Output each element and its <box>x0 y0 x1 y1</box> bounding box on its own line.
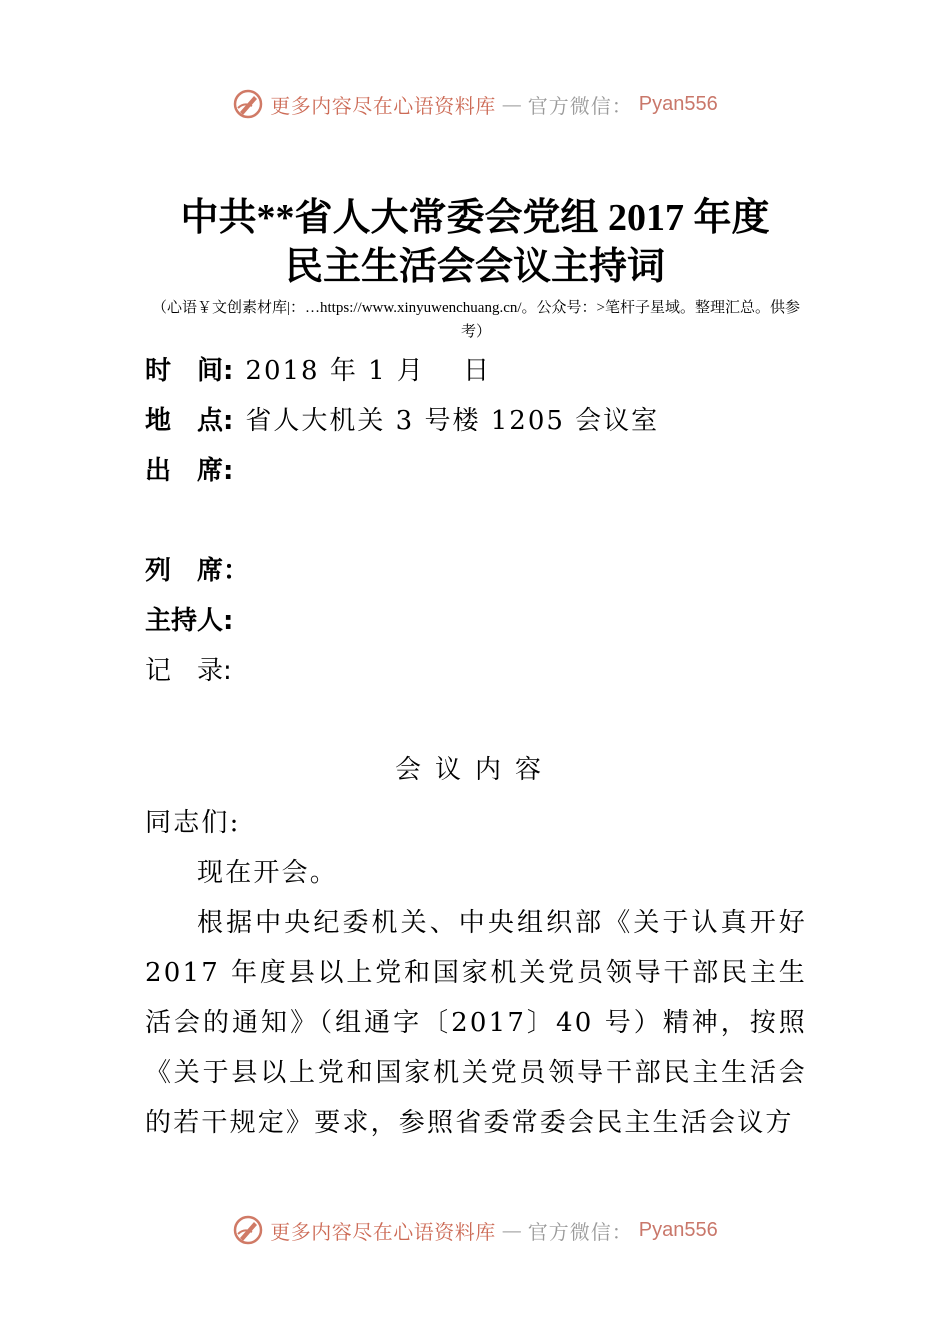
source-note: （心语￥文创素材库|：…https://www.xinyuwenchuang.cn/。公众号：>笔杆子星域。整理汇总。供参考） <box>152 300 800 340</box>
banner-wechat-label: 官方微信： <box>527 93 633 118</box>
banner-text: 更多内容尽在心语资料库 <box>270 1219 496 1244</box>
document-title-line1: 中共**省人大常委会党组 2017 年度 <box>180 197 770 239</box>
banner-content <box>232 1214 717 1246</box>
attend-label: 出 席: <box>145 456 234 486</box>
field-host <box>145 601 233 641</box>
place-label: 地 点: <box>145 406 234 436</box>
banner-text: 更多内容尽在心语资料库 <box>270 93 496 118</box>
field-record <box>145 651 232 691</box>
paragraph-2: 根据中央纪委机关、中央组织部《关于认真开好 2017 年度县以上党和国家机关党员领导干部民主生活会的通知》（组通字〔2017〕40 号）精神，按照《关于县以上党和国家机关党员领导干部民主生活会的若干规定》要求，参照省委常委会民主生活会议方 <box>145 908 807 1138</box>
banner-dash: — <box>501 92 522 116</box>
record-label: 记 录: <box>145 656 232 686</box>
banner-dash: — <box>501 1218 522 1242</box>
field-attend <box>145 451 233 491</box>
field-place <box>145 401 659 441</box>
pen-logo-icon <box>232 88 264 120</box>
observe-label: 列 席： <box>145 556 250 586</box>
header-watermark-banner <box>0 82 950 126</box>
field-time <box>145 351 491 391</box>
host-label: 主持人: <box>145 606 234 636</box>
place-value: 省人大机关 3 号楼 1205 会议室 <box>245 406 660 436</box>
greeting: 同志们: <box>145 808 241 838</box>
paragraph-1: 现在开会。 <box>197 858 339 888</box>
banner-wechat-id: Pyan556 <box>638 1218 718 1241</box>
banner-wechat-id: Pyan556 <box>638 92 718 115</box>
section-title: 会议内容 <box>394 755 555 785</box>
document-title-line2: 民主生活会会议主持词 <box>284 246 665 288</box>
pen-logo-icon <box>232 1214 264 1246</box>
field-observe <box>145 551 249 591</box>
banner-wechat-label: 官方微信： <box>527 1219 633 1244</box>
banner-content <box>232 88 717 120</box>
time-value: 2018 年 1 月 日 <box>245 356 492 386</box>
time-label: 时 间: <box>145 356 234 386</box>
footer-watermark-banner <box>0 1208 950 1252</box>
